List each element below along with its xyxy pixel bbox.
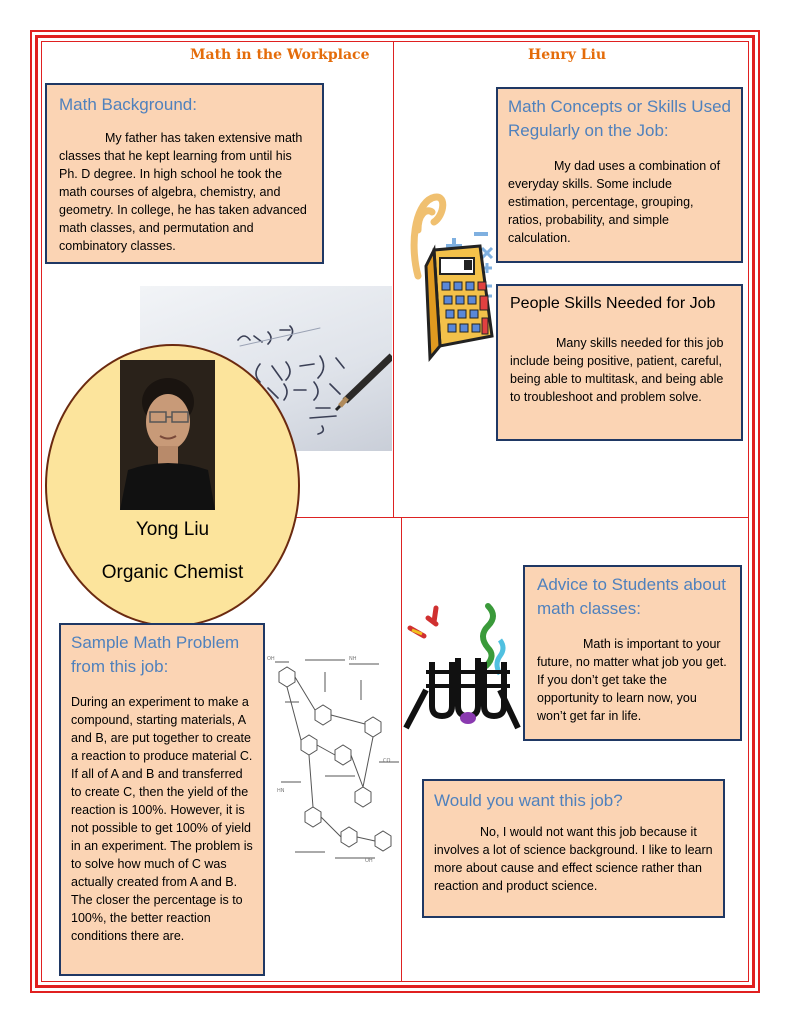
want-job-body: No, I would not want this job because it involves a lot of science background. I like to learn more about cause and effect science rather than reaction and product science.	[434, 825, 713, 893]
svg-text:OH: OH	[267, 656, 275, 662]
svg-text:OH: OH	[365, 858, 373, 864]
divider-vertical-top	[393, 42, 394, 517]
people-skills-body: Many skills needed for this job include being positive, patient, careful, being able to multitask, and being able to troubleshoot and problem solve.	[510, 336, 724, 404]
sample-problem-heading: Sample Math Problem from this job:	[71, 633, 240, 676]
test-tubes-clipart	[400, 600, 524, 730]
people-skills-heading: People Skills Needed for Job	[510, 295, 716, 312]
advice-heading: Advice to Students about math classes:	[537, 575, 727, 618]
math-concepts-heading: Math Concepts or Skills Used Regularly on the Job:	[508, 97, 731, 140]
math-concepts-box	[496, 87, 743, 263]
svg-text:CO: CO	[383, 758, 391, 764]
advice-body: Math is important to your future, no matter what job you get. If you don’t get take the opportunity to learn now, you won’t get far in life.	[537, 637, 727, 723]
math-background-body: My father has taken extensive math classes that he kept learning from until his Ph. D degree. In high school he took the math courses of algebra, chemistry, and geometry. In college, he has taken advanced math classes, and permutation and combinatory classes.	[59, 131, 307, 253]
person-portrait-image	[120, 360, 215, 510]
header-right-title: Henry Liu	[528, 47, 607, 63]
advice-box	[523, 565, 742, 741]
want-job-box	[422, 779, 725, 918]
sample-problem-body: During an experiment to make a compound, starting materials, A and B, are put together to create a reaction to produce material C. If all of A and B and transferred to create C, then the yield of the reaction is 100%. However, it is not possible to get 100% of yield in an experiment. The problem is to solve how much of C was actually created from A and B. The closer the percentage is to 100%, the better reaction conditions there are.	[71, 695, 253, 943]
math-background-box	[45, 83, 324, 264]
people-skills-box	[496, 284, 743, 441]
want-job-heading: Would you want this job?	[434, 791, 623, 810]
svg-text:HN: HN	[277, 788, 285, 794]
sample-problem-box	[59, 623, 265, 976]
svg-text:NH: NH	[349, 656, 357, 662]
profile-name: Yong Liu	[135, 519, 210, 540]
profile-photo	[120, 360, 215, 510]
math-background-heading: Math Background:	[59, 95, 197, 114]
profile-job-title: Organic Chemist	[101, 562, 244, 583]
chemical-structure-image	[265, 652, 405, 870]
divider-horizontal	[295, 517, 748, 518]
math-concepts-body: My dad uses a combination of everyday skills. Some include estimation, percentage, grouping, ratios, probability, and simple calculation.	[508, 159, 721, 245]
calculator-clipart	[404, 186, 496, 370]
header-left-title: Math in the Workplace	[190, 47, 370, 63]
